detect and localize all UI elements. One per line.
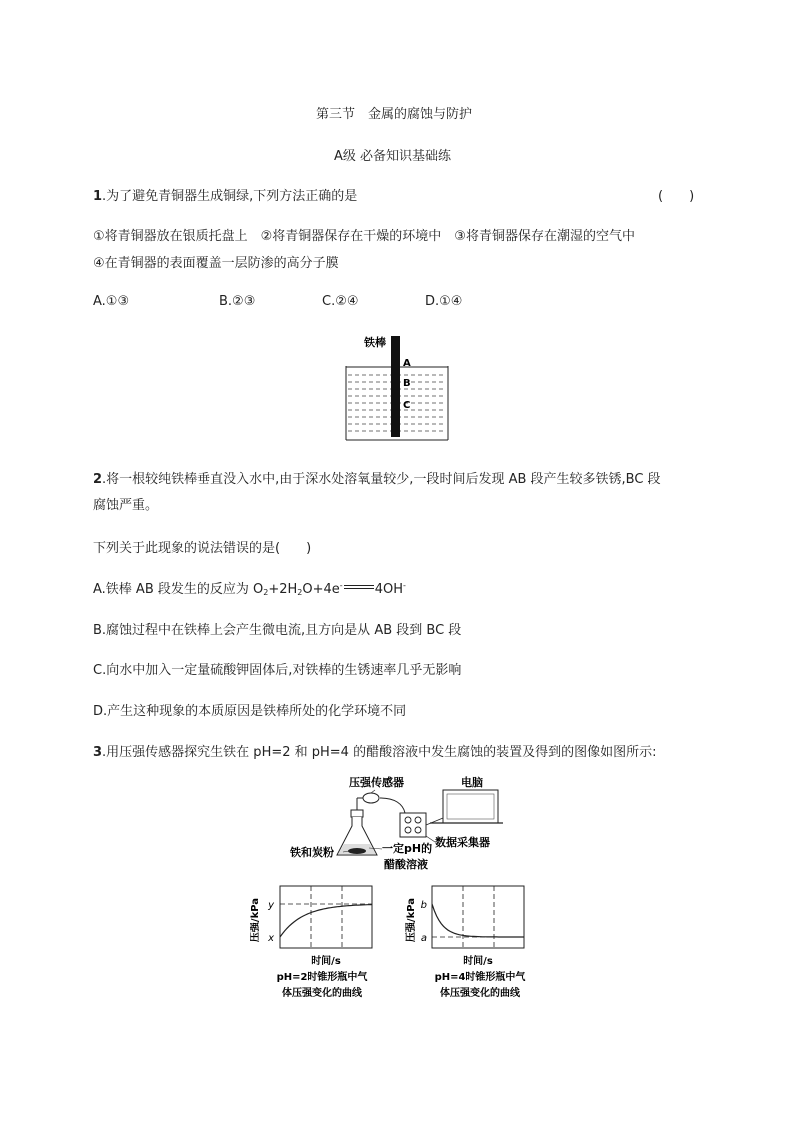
solution-label-2: 醋酸溶液 [384,858,428,871]
computer-monitor [443,790,498,823]
q1-stem-text: .为了避免青铜器生成铜绿,下列方法正确的是 [102,189,358,204]
chart-ph4-xlabel: 时间/s [463,956,493,967]
chart-ph2 [250,886,372,999]
chart-ph4-ytick-high: b [420,900,427,911]
sensor-cable [380,798,405,813]
q1-option-d: D.①④ [425,294,463,309]
chart-ph4-caption-2: 体压强变化的曲线 [440,988,520,999]
chart-ph2-caption-1: pH=2时锥形瓶中气 [276,972,368,983]
q2-option-c: C.向水中加入一定量硫酸钾固体后,对铁棒的生锈速率几乎无影响 [93,663,462,678]
chart-ph2-ytick-low: x [268,933,274,944]
q3-stem [93,741,656,760]
level-title: A级 必备知识基础练 [334,149,452,164]
solution-label-1: 一定pH的 [382,842,433,855]
q2-option-a-electrons: O+4e [302,582,340,597]
q2-option-a-product: 4OH [374,582,403,597]
iron-rod-figure [340,330,460,442]
q2-oh-superscript: - [402,581,406,590]
q1-statements-line1: ①将青铜器放在银质托盘上 ②将青铜器保存在干燥的环境中 ③将青铜器保存在潮湿的空气中 [93,229,635,244]
q2-option-a-prefix: A.铁棒 AB 段发生的反应为 O [93,582,264,597]
data-collector-box [400,813,426,837]
iron-carbon-powder [348,848,366,854]
point-a-label: A [403,358,411,369]
pressure-sensor [363,793,379,803]
chart-ph4 [404,886,526,999]
chart-ph2-ytick-high: y [268,900,274,911]
point-c-label: C [403,400,411,411]
collector-label: 数据采集器 [435,836,490,849]
q1-stem [93,185,357,204]
q1-option-b: B.②③ [219,294,256,309]
sensor-pointer [371,790,375,793]
q2-question: 下列关于此现象的说法错误的是( ) [93,541,312,556]
q1-option-a: A.①③ [93,294,130,309]
chart-ph2-xlabel: 时间/s [311,956,341,967]
rod-label: 铁棒 [364,336,386,349]
q1-bracket: ( ) [658,189,695,204]
q2-stem-line2: 腐蚀严重。 [93,498,159,513]
q2-stem-text: .将一根较纯铁棒垂直没入水中,由于深水处溶氧量较少,一段时间后发现 AB 段产生较多铁锈,BC 段 [102,472,661,487]
chart-ph2-caption-2: 体压强变化的曲线 [282,988,362,999]
computer-label: 电脑 [461,776,483,789]
chart-ph4-frame [432,886,524,948]
chart-ph4-caption-1: pH=4时锥形瓶中气 [434,972,526,983]
chart-ph2-ylabel: 压强/kPa [250,897,261,943]
pressure-charts [250,880,550,1005]
apparatus-figure [285,770,535,875]
section-title: 第三节 金属的腐蚀与防护 [316,107,473,122]
q3-stem-text: .用压强传感器探究生铁在 pH=2 和 pH=4 的醋酸溶液中发生腐蚀的装置及得到的图像如图所示: [102,745,657,760]
q2-o2-subscript: 2 [263,588,269,597]
chart-ph2-frame [280,886,372,948]
q2-option-d: D.产生这种现象的本质原因是铁棒所处的化学环境不同 [93,704,407,719]
q2-electron-superscript: - [339,581,343,590]
q2-option-a [93,578,406,597]
flask-stopper [351,810,363,817]
chart-ph4-ytick-low: a [420,933,427,944]
q2-stem-line1 [93,468,661,487]
collector-cable [426,818,443,825]
q1-number: 1 [93,189,103,204]
iron-label: 铁和炭粉 [290,846,334,859]
q2-option-b: B.腐蚀过程中在铁棒上会产生微电流,且方向是从 AB 段到 BC 段 [93,623,462,638]
q3-number: 3 [93,745,103,760]
chart-ph4-ylabel: 压强/kPa [406,897,417,943]
reaction-equals-sign [344,585,374,589]
q2-h2o-subscript: 2 [297,588,303,597]
q1-statements-line2: ④在青铜器的表面覆盖一层防渗的高分子膜 [93,256,339,271]
sensor-label: 压强传感器 [349,776,404,789]
iron-rod [391,336,400,437]
q1-option-c: C.②④ [322,294,359,309]
q2-option-a-h2o: +2H [268,582,298,597]
point-b-label: B [403,378,411,389]
q2-number: 2 [93,472,103,487]
